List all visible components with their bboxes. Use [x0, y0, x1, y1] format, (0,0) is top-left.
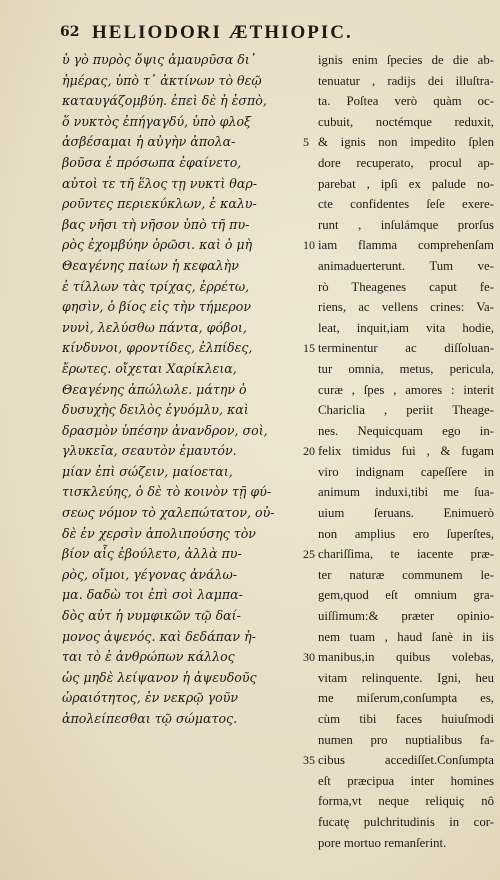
greek-text-line: σεως νόμον τὸ χαλεπώτατον, οὐ- [62, 505, 275, 521]
greek-text-line: τισκλεύης, ὁ δὲ τὸ κοινὸν τῇ φύ- [62, 484, 272, 500]
greek-text-line: μα. δαδὼ τοι ἐπὶ σοὶ λαμπα- [62, 587, 243, 603]
latin-text-line: manibus,in quibus volebas, [318, 650, 494, 665]
greek-text-line: καταυγάζομβύη. ἐπεὶ δὲ ἡ ἑσπὸ, [62, 93, 267, 109]
line-number: 25 [303, 547, 315, 562]
latin-text-line: felix timidus fui , & fugam [318, 444, 494, 459]
latin-text-line: Charicliа , periit Theage- [318, 403, 494, 418]
greek-text-line: ρὸς ἐχομβύην ὁρῶσι. καὶ ὁ μὴ [62, 237, 253, 253]
latin-text-line: terminentur ac diſſoluan- [318, 341, 494, 356]
latin-text-line: cibus accediſſet.Conſumpta [318, 753, 494, 768]
latin-text-line: tur omnia, metus, pericula, [318, 361, 494, 376]
latin-text-line: tenuatur , radijs dei illuſtra- [318, 73, 494, 88]
latin-text-line: riens, ac vellens crines: Va- [318, 300, 494, 315]
latin-text-line: leat, inquit,iam vita hodie, [318, 320, 494, 335]
latin-text-line: vitam relinquente. Igni, heu [318, 670, 494, 685]
greek-text-line: ὡς μηδὲ λείψανον ἡ ἀψευδοῦς [62, 669, 257, 685]
latin-text-line: & ignis non impedito ſplen [318, 135, 494, 150]
greek-text-line: βας νῆσι τὴ νῆσον ὑπὸ τῆ πυ- [62, 216, 250, 232]
latin-text-line: eſt præcipua inter homines [318, 773, 494, 788]
greek-text-line: δρασμὸν ὑπέσην ἀνανδρον, σοὶ, [62, 422, 268, 438]
latin-text-line: cubuit, noctémque reduxit, [318, 114, 494, 129]
greek-text-line: βίον αἷς ἐβούλετο, ἀλλὰ πυ- [62, 546, 242, 562]
page-header [60, 22, 480, 46]
latin-text-line: cte confidentes ſeſe exere- [318, 197, 494, 212]
latin-text-line: chariſſima, te iacente præ- [318, 547, 494, 562]
running-title: HELIODORI ÆTHIOPIC. [92, 22, 353, 43]
greek-text-line: νυνὶ, λελύσθω πάντα, φόβοι, [62, 319, 247, 335]
latin-text-line: ter naturæ communem le- [318, 567, 494, 582]
greek-text-line: ἔρωτες. οἴχεται Χαρίκλεια, [62, 360, 237, 376]
latin-text-line: animaduerterunt. Tum ve- [318, 258, 494, 273]
latin-text-line: nem tuam , haud ſanè in iis [318, 629, 494, 644]
greek-text-line: ἀσβέσαμαι ἡ αὐγὴν ἀπολα- [62, 134, 236, 150]
page-number: 62 [60, 24, 80, 40]
latin-text-line: pore mortuo remanſerint. [318, 835, 447, 850]
greek-text-line: Θεαγένης ἀπώλωλε. μάτην ὁ [62, 381, 247, 397]
greek-text-line: αὐτοὶ τε τῆ ἕλος τῃ νυκτὶ θαρ- [62, 175, 258, 191]
latin-text-line: rò Theagenes caput fe- [318, 279, 494, 294]
latin-text-line: ignis enim ſpecies de die ab- [318, 53, 494, 67]
latin-text-line: ta. Poſtea verò quàm oc- [318, 94, 494, 109]
greek-text-line: φησὶν, ὁ βίος εἰς τὴν τήμερον [62, 299, 252, 315]
latin-text-line: animum induxi,tibi me ſua- [318, 485, 494, 500]
latin-text-line: viro indignam capeſſere in [318, 464, 494, 479]
greek-text-line: βοῦσα ἐ πρόσωπα ἐφαίνετο, [62, 154, 242, 170]
greek-text-line: ροῦντες περιεκύκλων, ἐ καλυ- [62, 196, 257, 212]
greek-text-line: κίνδυνοι, φροντίδες, ἐλπίδες, [62, 340, 253, 356]
latin-text-line: runt , inſulámque prorſus [318, 217, 494, 232]
line-number: 5 [303, 135, 309, 150]
line-number: 20 [303, 444, 315, 459]
latin-text-line: gem,quod eſt omnium gra- [318, 588, 494, 603]
greek-text-column [62, 50, 300, 730]
latin-text-line: cùm tibi faces huiuſmodi [318, 712, 494, 726]
latin-text-line: parebat , ipſi ex palude no- [318, 176, 494, 191]
latin-text-line: non amplius ero ſuperſtes, [318, 526, 494, 541]
greek-text-line: ὑ γὸ πυρὸς ὄψις ἀμαυρῦσα δι᾽ [62, 52, 257, 67]
greek-text-line: δὲ ἐν χερσὶν ἀπολιπούσης τὸν [62, 525, 256, 541]
greek-text-line: ρὸς, οἴμοι, γέγονας ἀνάλω- [62, 566, 238, 582]
greek-text-line: Θεαγένης παίων ἡ κεφαλὴν [62, 257, 239, 273]
greek-text-line: δὸς αὐτ ἡ νυμφικῶν τῷ δαί- [62, 608, 241, 624]
latin-text-line: iam flamma comprehenſam [318, 238, 494, 253]
greek-text-line: ἡμέρας, ὑπὸ τ᾽ ἀκτίνων τὸ θεῷ [62, 72, 262, 88]
greek-text-line: ὡραιότητος, ἐν νεκρῷ γοῦν [62, 690, 239, 706]
latin-text-line: me miſerum,conſumpta es, [318, 691, 494, 706]
latin-text-line: uiſſimum:& præter opinio- [318, 609, 494, 624]
greek-text-line: δυσυχὴς δειλὸς ἐγυόμλυ, καὶ [62, 402, 249, 418]
latin-text-line: nes. Nequicquam ego in- [318, 423, 494, 438]
greek-text-line: ἐ τίλλων τὰς τρίχας, ἐρρέτω, [62, 278, 250, 294]
greek-text-line: μονος ἀψενός. καὶ δεδάπαν ἡ- [62, 628, 256, 644]
line-number: 35 [303, 753, 315, 768]
latin-text-line: dore recuperato, procul ap- [318, 155, 494, 170]
latin-text-line: fucatę pulchritudinis in cor- [318, 814, 494, 829]
latin-text-line: curæ , ſpes , amores : interit [318, 382, 494, 397]
line-number: 10 [303, 238, 315, 253]
latin-text-line: uium ſeruans. Enimuerò [318, 506, 494, 521]
line-number: 30 [303, 650, 315, 665]
line-number: 15 [303, 341, 315, 356]
greek-text-line: μίαν ἐπὶ σώζειν, μαίοεται, [62, 463, 233, 479]
latin-text-column [318, 50, 494, 853]
latin-text-line: forma,vt neque reliquiç nô [318, 794, 494, 809]
greek-text-line: ἀπολείπεσθαι τῷ σώματος. [62, 711, 238, 726]
latin-text-line: numen pro nuptialibus fa- [318, 732, 494, 747]
greek-text-line: ὅ νυκτὸς ἐπήγαγδύ, ὑπὸ φλοξ [62, 113, 251, 129]
greek-text-line: ται τὸ ἐ ἀνθρώπων κάλλος [62, 649, 235, 665]
greek-text-line: γλυκεῖα, σεαυτὸν ἐμαυτόν. [62, 443, 237, 459]
